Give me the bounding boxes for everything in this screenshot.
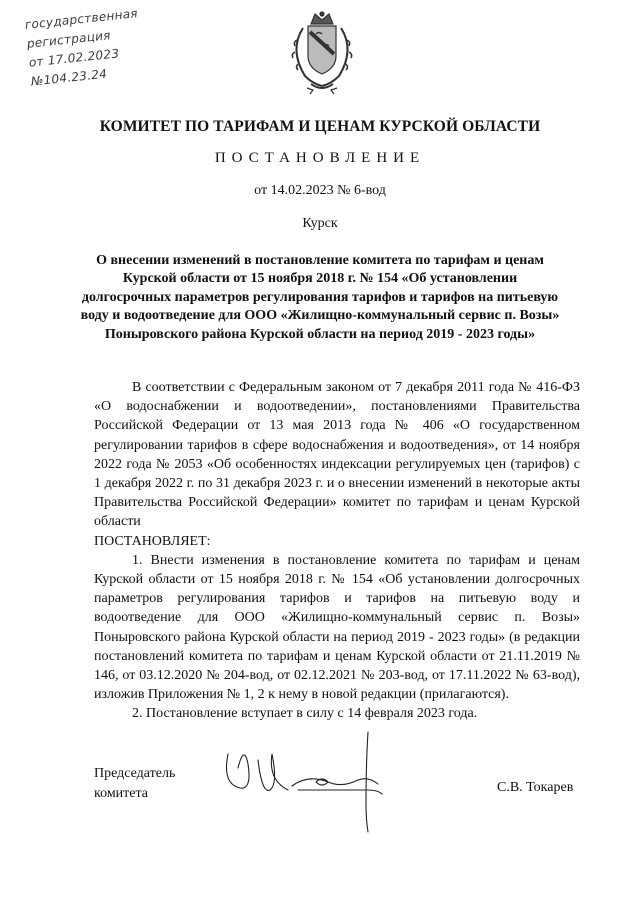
document-type: ПОСТАНОВЛЕНИЕ [214,150,426,166]
signatory-name: С.В. Токарев [497,780,574,795]
registration-handwritten-note [24,0,181,91]
preamble-paragraph: В соответствии с Федеральным законом от 7 декабря 2011 года № 416-ФЗ «О водоснабжении и водоотведении», постановлениями Правительства Российской Федерации от 13 мая 2013 года № 406 «О государственном регулировании тарифов в сфере водоснабжения и водоотведения», от 14 ноября 2022 года № 2053 «Об особенностях индексации регулируемых цен (тарифов) с 1 декабря 2022 г. по 31 декабря 2023 г. и о внесении изменений в некоторые акты Правительства Российской Федерации» комитет по тарифам и ценам Курской области [94,380,580,530]
document-body [94,378,580,724]
handnote-line: №104.23.24 [30,66,108,89]
handwritten-signature [218,724,398,834]
coat-of-arms-icon [283,10,361,96]
position-line: Председатель [94,766,176,781]
handnote-line: от 17.02.2023 [28,46,120,70]
signatory-position [94,764,175,804]
handnote-line: регистрация [26,28,112,51]
document-subject: О внесении изменений в постановление комитета по тарифам и ценам Курской области от 15 ноября 2018 г. № 154 «Об установлении долгосрочных параметров регулирования тарифов и тарифов на питьевую воду и водоотведение для ООО «Жилищно-коммунальный сервис п. Возы» Поныровского района Курской области на период 2019 - 2023 годы» [80,253,560,342]
handnote-line: государственная [24,6,139,32]
document-date-number: от 14.02.2023 № 6-вод [254,183,386,198]
document-city: Курск [302,216,338,231]
item-2-paragraph: 2. Постановление вступает в силу с 14 февраля 2023 года. [132,706,478,722]
resolves-heading: ПОСТАНОВЛЯЕТ: [94,533,211,549]
item-1-paragraph: 1. Внести изменения в постановление комитета по тарифам и ценам Курской области от 15 ноября 2018 г. № 154 «Об установлении долгосрочных параметров регулирования тарифов и тарифов на питьевую воду и водоотведение для ООО «Жилищно-коммунальный сервис п. Возы» Поныровского района Курской области на период 2019 - 2023 годы» (в редакции постановлений комитета по тарифам и ценам Курской области от 21.11.2019 № 146, от 03.12.2020 № 204-вод, от 02.12.2021 № 203-вод, от 17.11.2022 № 63-вод), изложив Приложения № 1, 2 к нему в новой редакции (прилагаются). [94,552,580,703]
committee-name: КОМИТЕТ ПО ТАРИФАМ И ЦЕНАМ КУРСКОЙ ОБЛАСТИ [99,118,541,135]
position-line: комитета [94,786,149,801]
